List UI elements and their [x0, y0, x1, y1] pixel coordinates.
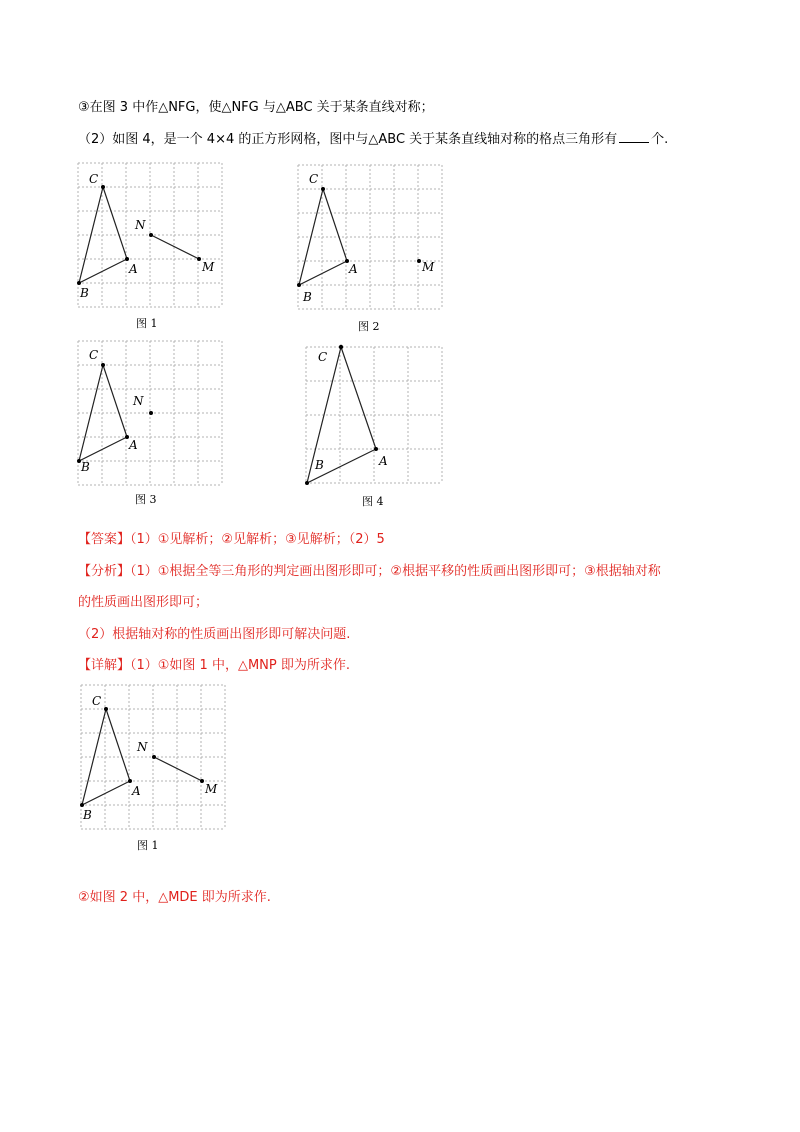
detail-line: 【详解】（1）①如图 1 中，△MNP 即为所求作. — [78, 658, 351, 673]
grid-point — [128, 779, 132, 783]
question-part3: ③在图 3 中作△NFG，使△NFG 与△ABC 关于某条直线对称； — [78, 100, 434, 115]
analysis-line-3: （2）根据轴对称的性质画出图形即可解决问题. — [78, 627, 351, 642]
label-a: A — [379, 454, 388, 468]
label-n: N — [135, 218, 146, 232]
label-c: C — [92, 694, 102, 708]
label-b: B — [81, 460, 90, 474]
grid-point — [305, 481, 309, 485]
grid-point — [374, 447, 378, 451]
figure-4 — [306, 347, 456, 508]
question-2-text: （2）如图 4，是一个 4×4 的正方形网格，图中与△ABC 关于某条直线轴对称的格点三角形有 — [78, 132, 618, 147]
label-m: M — [202, 260, 215, 274]
segment-nm — [151, 235, 199, 259]
caption-fig1-solution: 图 1 — [137, 839, 159, 852]
grid-point — [417, 259, 421, 263]
analysis-line-2: 的性质画出图形即可； — [78, 595, 209, 610]
grid-point — [80, 803, 84, 807]
question-2 — [78, 130, 668, 149]
label-b: B — [303, 290, 312, 304]
segment-nm — [154, 757, 202, 781]
figure-1 — [78, 163, 238, 330]
question-2-suffix: 个. — [651, 132, 669, 147]
caption-fig2: 图 2 — [358, 320, 380, 333]
analysis-line-1: 【分析】（1）①根据全等三角形的判定画出图形即可；②根据平移的性质画出图形即可；③根据轴对称 — [78, 564, 661, 579]
grid-point — [149, 233, 153, 237]
figure-group — [298, 165, 442, 309]
label-a: A — [349, 262, 358, 276]
label-c: C — [309, 172, 319, 186]
figure-3 — [78, 341, 228, 506]
figure-1-solution — [81, 685, 241, 852]
caption-fig3: 图 3 — [135, 493, 157, 506]
label-n: N — [133, 394, 144, 408]
label-m: M — [422, 260, 435, 274]
label-m: M — [205, 782, 218, 796]
label-a: A — [129, 262, 138, 276]
grid-point — [125, 257, 129, 261]
answer-line: 【答案】（1）①见解析；②见解析；③见解析；（2）5 — [78, 532, 385, 547]
grid-point — [152, 755, 156, 759]
label-b: B — [315, 458, 324, 472]
grid-point — [339, 345, 343, 349]
grid-point — [104, 707, 108, 711]
grid-point — [149, 411, 153, 415]
figure-group — [306, 347, 442, 483]
label-b: B — [83, 808, 92, 822]
grid-point — [321, 187, 325, 191]
label-c: C — [318, 350, 328, 364]
grid-point — [197, 257, 201, 261]
answer-blank — [619, 130, 649, 143]
label-a: A — [132, 784, 141, 798]
label-b: B — [80, 286, 89, 300]
detail-line-2: ②如图 2 中，△MDE 即为所求作. — [78, 890, 271, 905]
grid-point — [200, 779, 204, 783]
grid-point — [77, 281, 81, 285]
caption-fig1: 图 1 — [136, 317, 158, 330]
label-c: C — [89, 172, 99, 186]
figure-2 — [298, 165, 448, 333]
grid-point — [101, 185, 105, 189]
label-a: A — [129, 438, 138, 452]
grid-point — [297, 283, 301, 287]
caption-fig4: 图 4 — [362, 495, 384, 508]
label-c: C — [89, 348, 99, 362]
grid-point — [101, 363, 105, 367]
label-n: N — [137, 740, 148, 754]
